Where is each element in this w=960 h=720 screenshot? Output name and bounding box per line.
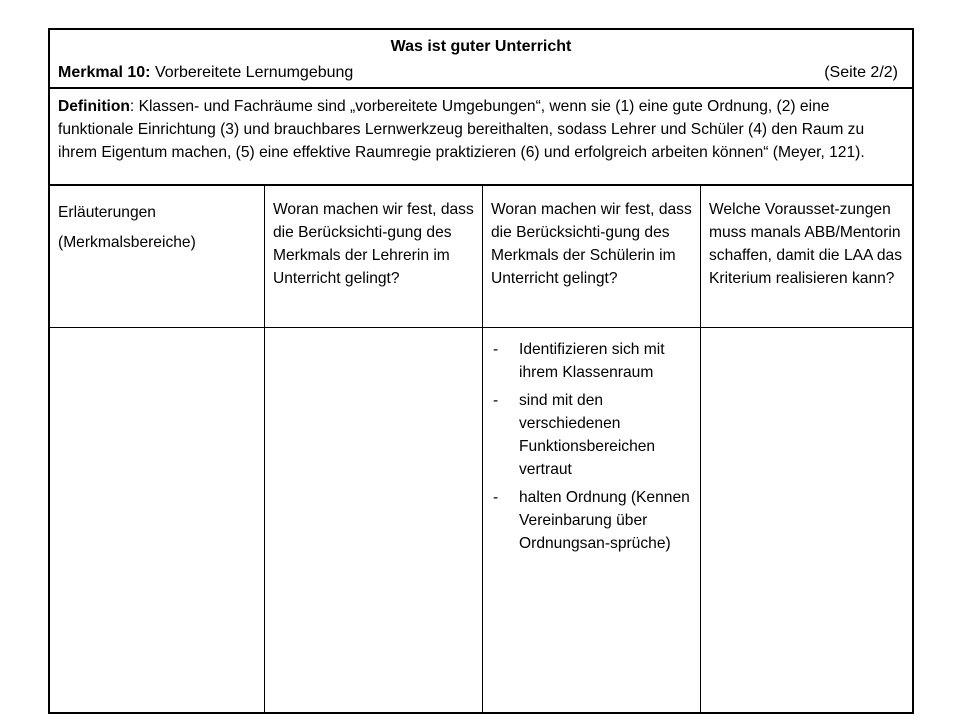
definition-text	[58, 95, 904, 164]
column-explanations	[50, 186, 265, 712]
column-prerequisites	[701, 186, 912, 712]
column-header-explanations-line2: (Merkmalsbereiche)	[58, 234, 196, 251]
page-reference: (Seite 2/2)	[824, 64, 898, 81]
student-criteria-list	[493, 338, 694, 560]
list-item-text: sind mit den verschiedenen Funktionsbereichen vertraut	[519, 392, 656, 478]
column-header-explanations-line1: Erläuterungen	[58, 204, 156, 221]
merkmal-line	[58, 64, 898, 82]
list-item	[493, 389, 694, 481]
list-dash: -	[493, 489, 499, 506]
list-dash: -	[493, 392, 499, 409]
definition-body: : Klassen- und Fachräume sind „vorbereitete Umgebungen“, wenn sie (1) eine gute Ordnung, (2) eine funktionale Einrichtung (3) und brauchbares Lernwerkzeug bereithalten, sodass Lehrer und Schüler (4) den Raum zu ihrem Eigentum machen, (5) eine effektive Raumregie praktizieren (6) und erfolgreich arbeiten können“ (Meyer, 121).	[58, 98, 865, 161]
column-teacher	[265, 186, 483, 712]
column-header-teacher: Woran machen wir fest, dass die Berücksichti-gung des Merkmals der Lehrerin im Unterricht gelingt?	[273, 201, 474, 287]
column-header-explanations	[58, 198, 258, 258]
list-dash: -	[493, 341, 499, 358]
list-item	[493, 338, 694, 384]
definition-row	[50, 89, 912, 186]
column-header-prerequisites: Welche Vorausset-zungen muss manals ABB/Mentorin schaffen, damit die LAA das Kriterium realisieren kann?	[709, 201, 903, 287]
definition-label: Definition	[58, 98, 130, 115]
merkmal-name: Vorbereitete Lernumgebung	[154, 64, 354, 81]
column-header-student: Woran machen wir fest, dass die Berücksichti-gung des Merkmals der Schülerin im Unterricht gelingt?	[491, 201, 692, 287]
list-item-text: halten Ordnung (Kennen Vereinbarung über Ordnungsan-sprüche)	[519, 489, 690, 552]
criteria-grid	[50, 186, 912, 712]
merkmal-heading	[58, 64, 353, 82]
list-item-text: Identifizieren sich mit ihrem Klassenraum	[519, 341, 665, 381]
merkmal-label: Merkmal 10:	[58, 64, 151, 81]
document-title: Was ist guter Unterricht	[390, 38, 572, 55]
column-student	[483, 186, 701, 712]
criteria-table	[48, 28, 914, 714]
title-row	[50, 30, 912, 89]
list-item	[493, 486, 694, 555]
